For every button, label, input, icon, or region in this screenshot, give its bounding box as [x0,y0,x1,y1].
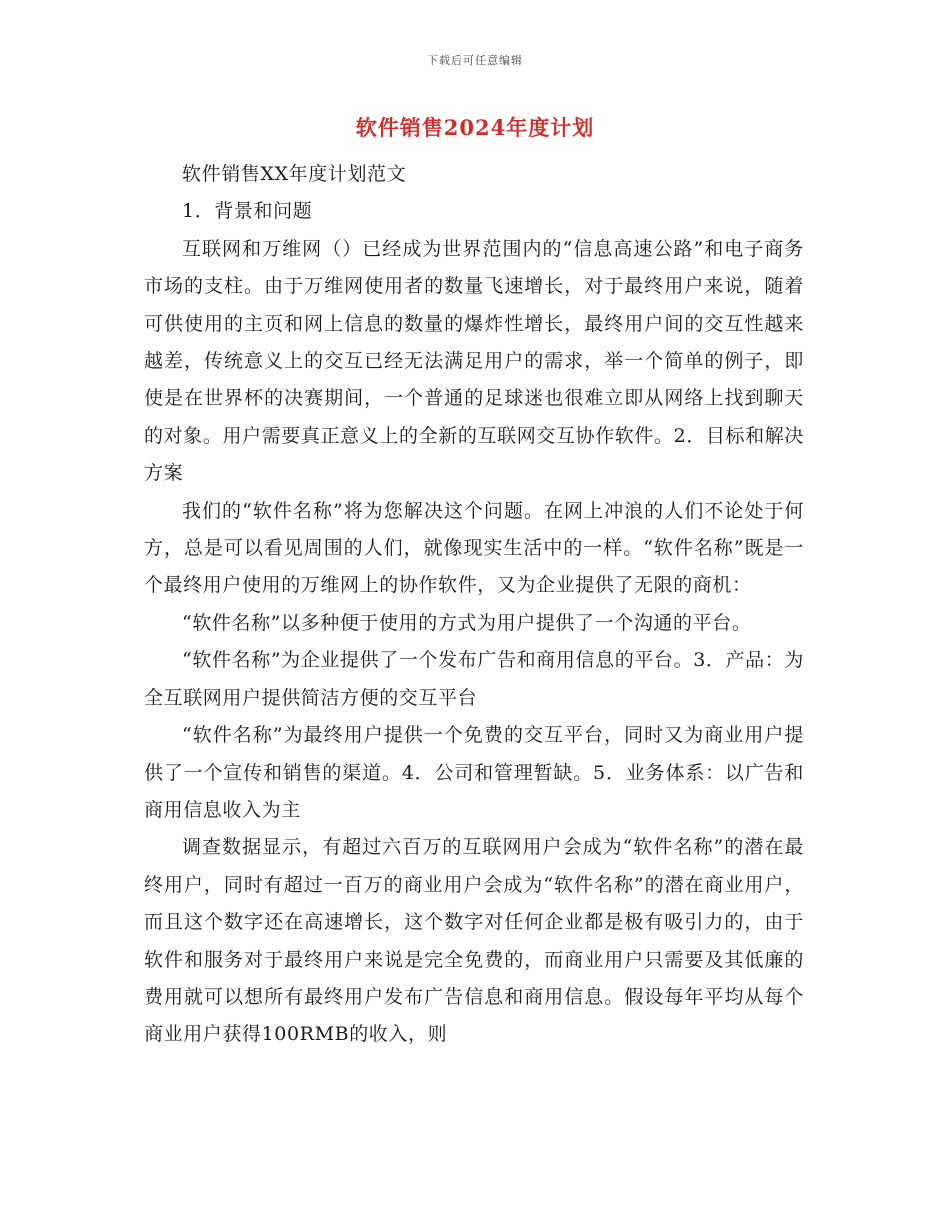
paragraph-subtitle: 软件销售XX年度计划范文 [182,163,407,185]
paragraph-background: 互联网和万维网（）已经成为世界范围内的“信息高速公路”和电子商务市场的支柱。由于万维网使用者的数量飞速增长，对于最终用户来说，随着可供使用的主页和网上信息的数量的爆炸性增长，最终用户间的交互性越来越差，传统意义上的交互已经无法满足用户的需求，举一个简单的例子，即使是在世界杯的决赛期间，一个普通的足球迷也很难立即从网络上找到聊天的对象。用户需要真正意义上的全新的互联网交互协作软件。2．目标和解决方案 [144,237,804,485]
paragraph-free-platform: “软件名称”为最终用户提供一个免费的交互平台，同时又为商业用户提供了一个宣传和销售的渠道。4．公司和管理暂缺。5．业务体系：以广告和商用信息收入为主 [144,724,804,821]
document-body [144,156,804,1054]
paragraph-section-heading: 1．背景和问题 [182,200,313,223]
document-title: 软件销售2024年度计划 [355,115,595,140]
paragraph-platform-users: “软件名称”以多种便于使用的方式为用户提供了一个沟通的平台。 [182,611,752,634]
paragraph-survey-data: 调查数据显示，有超过六百万的互联网用户会成为“软件名称”的潜在最终用户，同时有超过一百万的商业用户会成为“软件名称”的潜在商业用户，而且这个数字还在高速增长，这个数字对任何企业都是极有吸引力的，由于软件和服务对于最终用户来说是完全免费的，而商业用户只需要及其低廉的费用就可以想所有最终用户发布广告信息和商用信息。假设每年平均从每个商业用户获得100RMB的收入，则 [144,836,804,1046]
paragraph-solution: 我们的“软件名称”将为您解决这个问题。在网上冲浪的人们不论处于何方，总是可以看见周围的人们，就像现实生活中的一样。“软件名称”既是一个最终用户使用的万维网上的协作软件，又为企业提供了无限的商机： [144,499,804,597]
page-header-note: 下载后可任意编辑 [427,54,523,67]
paragraph-platform-enterprise: “软件名称”为企业提供了一个发布广告和商用信息的平台。3．产品：为全互联网用户提供简洁方便的交互平台 [144,649,804,709]
